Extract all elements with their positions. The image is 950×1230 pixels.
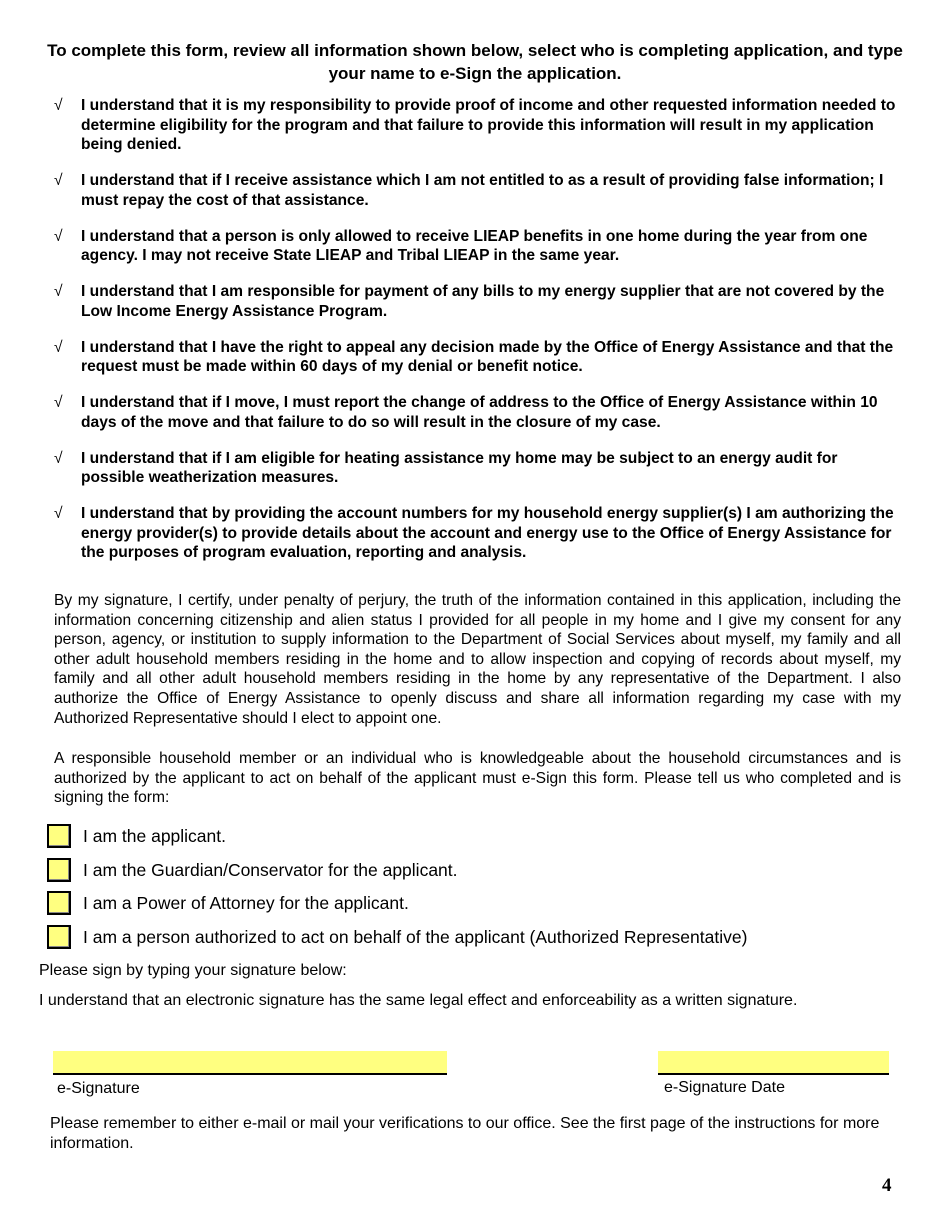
acknowledgement-text: I understand that if I move, I must report the change of address to the Office of Energy Assistance within 10 days of the move and that failure to do so will result in the closure of my case. bbox=[81, 394, 878, 431]
acknowledgement-item bbox=[54, 227, 904, 266]
esignature-date-label: e-Signature Date bbox=[664, 1079, 785, 1096]
acknowledgement-item bbox=[54, 504, 904, 563]
acknowledgement-item bbox=[54, 282, 904, 321]
option-authorized-representative bbox=[47, 923, 747, 951]
guardian-checkbox[interactable] bbox=[47, 858, 71, 882]
esignature-input[interactable] bbox=[53, 1051, 447, 1075]
esignature-label: e-Signature bbox=[57, 1080, 140, 1097]
esignature-date-input[interactable] bbox=[658, 1051, 889, 1075]
checkmark-icon: √ bbox=[54, 227, 63, 245]
option-label: I am the Guardian/Conservator for the applicant. bbox=[83, 859, 458, 880]
acknowledgement-text: I understand that I have the right to appeal any decision made by the Office of Energy Assistance and that the request must be made within 60 days of my denial or benefit notice. bbox=[81, 338, 894, 376]
acknowledgement-item bbox=[54, 393, 904, 432]
checkmark-icon: √ bbox=[54, 394, 63, 412]
checkmark-icon: √ bbox=[54, 283, 63, 301]
verification-reminder: Please remember to either e-mail or mail your verifications to our office. See the first page of the instructions for more information. bbox=[50, 1115, 880, 1152]
checkmark-icon: √ bbox=[54, 504, 63, 522]
authorized-representative-checkbox[interactable] bbox=[47, 925, 71, 949]
acknowledgement-text: I understand that if I receive assistance which I am not entitled to as a result of providing false information; I must repay the cost of that assistance. bbox=[81, 172, 884, 209]
option-power-of-attorney bbox=[47, 889, 409, 917]
acknowledgement-item bbox=[54, 338, 904, 377]
checkmark-icon: √ bbox=[54, 338, 63, 356]
acknowledgement-item bbox=[54, 449, 904, 488]
acknowledgement-text: I understand that if I am eligible for heating assistance my home may be subject to an energy audit for possible weatherization measures. bbox=[81, 449, 838, 487]
option-label: I am a person authorized to act on behalf of the applicant (Authorized Representative) bbox=[83, 926, 748, 947]
acknowledgement-item bbox=[54, 171, 904, 210]
acknowledgement-item bbox=[54, 96, 904, 155]
checkmark-icon: √ bbox=[54, 172, 63, 190]
sign-prompt: Please sign by typing your signature below: bbox=[39, 962, 347, 979]
power-of-attorney-checkbox[interactable] bbox=[47, 891, 71, 915]
option-label: I am a Power of Attorney for the applicant. bbox=[83, 892, 409, 913]
option-guardian bbox=[47, 856, 458, 884]
page-number: 4 bbox=[882, 1175, 892, 1196]
acknowledgement-text: I understand that it is my responsibility to provide proof of income and other requested information needed to determine eligibility for the program and that failure to provide this information will result in my application being denied. bbox=[81, 97, 896, 154]
esignature-legal-notice: I understand that an electronic signature has the same legal effect and enforceability as a written signature. bbox=[39, 992, 798, 1009]
option-label: I am the applicant. bbox=[83, 825, 226, 846]
checkmark-icon: √ bbox=[54, 449, 63, 467]
form-instructions-heading: To complete this form, review all information shown below, select who is completing application, and type your name to e-Sign the application. bbox=[47, 41, 903, 83]
acknowledgement-text: I understand that a person is only allowed to receive LIEAP benefits in one home during the year from one agency. I may not receive State LIEAP and Tribal LIEAP in the same year. bbox=[81, 227, 868, 265]
responsible-member-paragraph: A responsible household member or an individual who is knowledgeable about the household circumstances and is authorized by the applicant to act on behalf of the applicant must e-Sign this form. Please tell us who completed and is signing the form: bbox=[54, 750, 901, 807]
option-applicant bbox=[47, 822, 226, 850]
certification-paragraph: By my signature, I certify, under penalty of perjury, the truth of the information contained in this application, including the information concerning citizenship and alien status I provided for all people in my home and I give my consent for any person, agency, or institution to supply information to the Department of Social Services about myself, my family and all other adult household members residing in the home and to allow inspection and copying of records about myself, my family and all other adult household members residing in the home by any representative of the Department. I also authorize the Office of Energy Assistance to openly discuss and share all information regarding my case with my Authorized Representative should I elect to appoint one. bbox=[54, 592, 901, 727]
applicant-checkbox[interactable] bbox=[47, 824, 71, 848]
acknowledgement-list bbox=[54, 96, 904, 579]
acknowledgement-text: I understand that by providing the account numbers for my household energy supplier(s) I am authorizing the energy provider(s) to provide details about the account and energy use to the Office of Energy Assistance for the purposes of program evaluation, reporting and analysis. bbox=[81, 504, 894, 562]
acknowledgement-text: I understand that I am responsible for payment of any bills to my energy supplier that are not covered by the Low Income Energy Assistance Program. bbox=[81, 283, 885, 320]
checkmark-icon: √ bbox=[54, 97, 63, 114]
